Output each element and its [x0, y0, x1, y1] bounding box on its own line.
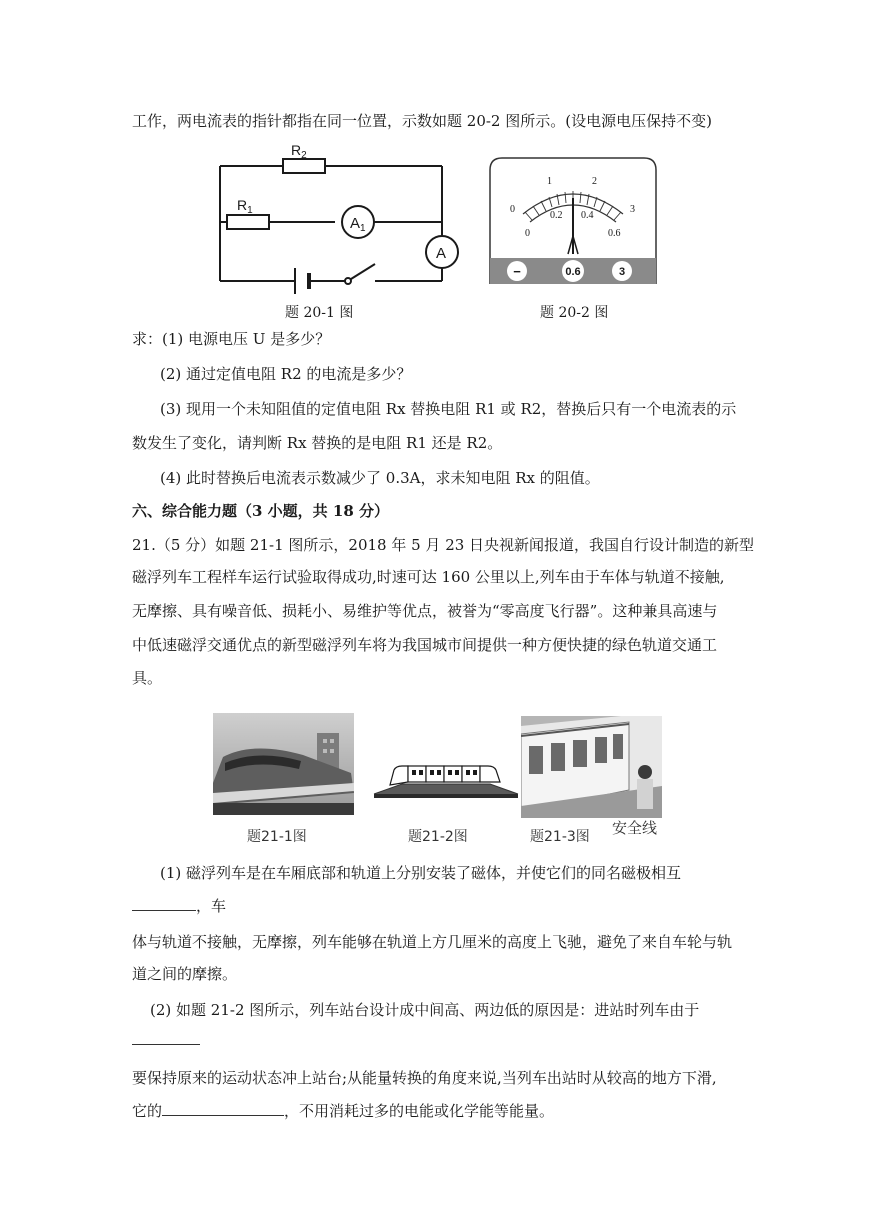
a1-label: $A_1$: [350, 215, 366, 234]
svg-text:−: −: [513, 264, 521, 279]
fig21-2-caption: 题21-2图: [408, 829, 468, 845]
q21-line5: 具。: [132, 669, 163, 687]
outer-tick-2: 2: [592, 176, 597, 187]
intro-text: 工作，两电流表的指针都指在同一位置，示数如题 20-2 图所示。(设电源电压保持不变): [132, 112, 712, 130]
section-heading: 六、综合能力题（3 小题，共 18 分）: [132, 502, 389, 520]
fig20-2-caption: 题 20-2 图: [540, 305, 609, 321]
svg-text:0.6: 0.6: [565, 266, 581, 278]
q21-s2d-pre: 它的: [132, 1102, 163, 1120]
outer-tick-0: 0: [510, 204, 515, 215]
q21-s1a: (1) 磁浮列车是在车厢底部和轨道上分别安装了磁体，并使它们的同名磁极相互: [160, 864, 682, 882]
inner-tick-0-2: 0.2: [550, 210, 563, 221]
fig21-3-caption: 题21-3图: [530, 829, 590, 845]
fig21-1-caption: 题21-1图: [247, 829, 307, 845]
station-diagram: [372, 758, 520, 800]
q21-s1b-text: ，车: [196, 897, 227, 915]
resistor-r1: [227, 215, 269, 229]
q20-part2: (2) 通过定值电阻 R2 的电流是多少？: [160, 365, 412, 383]
a-label: A: [436, 245, 447, 262]
q21-line3: 无摩擦、具有噪音低、损耗小、易维护等优点，被誉为“零高度飞行器”。这种兼具高速与: [132, 602, 718, 620]
outer-tick-3: 3: [630, 204, 635, 215]
answer-blank-3[interactable]: [162, 1101, 284, 1116]
q20-part3b: 数发生了变化，请判断 Rx 替换的是电阻 R1 还是 R2。: [132, 434, 503, 452]
q21-s2d-line: [132, 1101, 554, 1121]
ammeter-dial: [488, 156, 658, 286]
platform-photo: [521, 716, 662, 818]
q21-s1c: 体与轨道不接触，无摩擦，列车能够在轨道上方几厘米的高度上飞驰，避免了来自车轮与轨: [132, 933, 733, 951]
inner-tick-0-6: 0.6: [608, 228, 621, 239]
answer-blank-1[interactable]: [132, 896, 196, 911]
resistor-r2: [283, 159, 325, 173]
safety-line-label: 安全线: [612, 819, 658, 837]
circuit-diagram: [205, 140, 465, 300]
q21-line1: 21.（5 分）如题 21-1 图所示，2018 年 5 月 23 日央视新闻报道，我国自行设计制造的新型: [132, 536, 755, 554]
q20-part1: 求：(1) 电源电压 U 是多少？: [132, 330, 331, 348]
inner-tick-0: 0: [525, 228, 530, 239]
q21-s2d-post: ，不用消耗过多的电能或化学能等能量。: [284, 1102, 555, 1120]
inner-tick-0-4: 0.4: [581, 210, 594, 221]
switch-blade: [351, 264, 375, 279]
q21-s2c: 要保持原来的运动状态冲上站台;从能量转换的角度来说,当列车出站时从较高的地方下滑,: [132, 1069, 717, 1087]
svg-text:3: 3: [618, 266, 626, 278]
r2-label: $R_2$: [291, 142, 307, 161]
q21-line4: 中低速磁浮交通优点的新型磁浮列车将为我国城市间提供一种方便快捷的绿色轨道交通工: [132, 636, 718, 654]
q20-part4: (4) 此时替换后电流表示数减少了 0.3A，求未知电阻 Rx 的阻值。: [160, 469, 600, 487]
maglev-train-photo: [213, 713, 354, 815]
q21-s1d: 道之间的摩擦。: [132, 965, 238, 983]
fig20-1-caption: 题 20-1 图: [285, 305, 354, 321]
q21-line2: 磁浮列车工程样车运行试验取得成功,时速可达 160 公里以上,列车由于车体与轨道不接触,: [132, 568, 725, 586]
q21-s2b-line: [132, 1030, 200, 1050]
q21-s1b-line: [132, 896, 226, 916]
q20-part3a: (3) 现用一个未知阻值的定值电阻 Rx 替换电阻 R1 或 R2，替换后只有一个电流表的示: [160, 400, 737, 418]
r1-label: $R_1$: [237, 197, 253, 216]
q21-s2a: (2) 如题 21-2 图所示，列车站台设计成中间高、两边低的原因是：进站时列车由于: [150, 1001, 700, 1019]
answer-blank-2[interactable]: [132, 1030, 200, 1045]
outer-tick-1: 1: [547, 176, 552, 187]
